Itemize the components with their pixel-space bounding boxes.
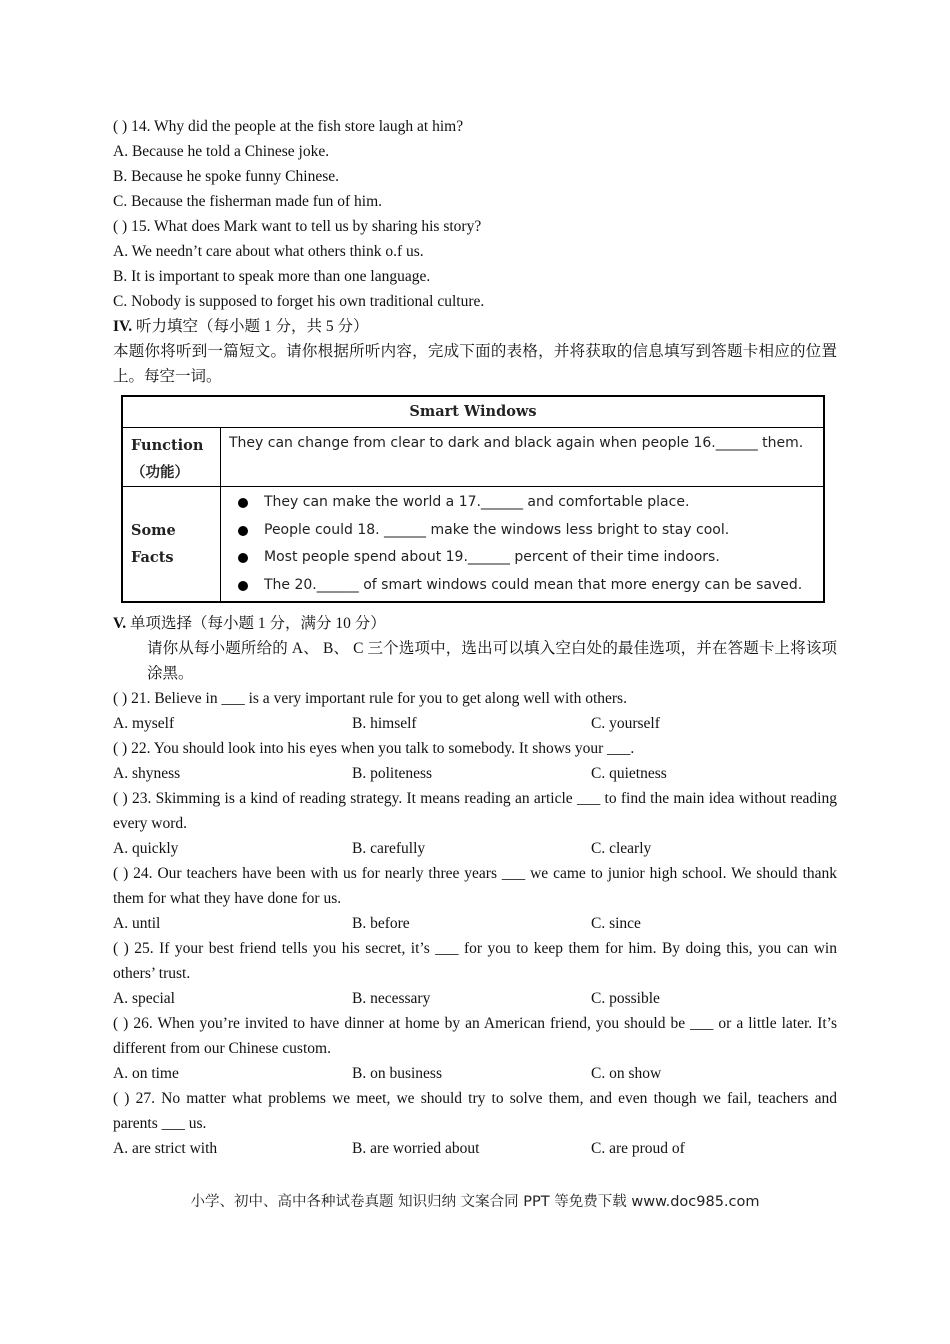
question-14-option-c: C. Because the fisherman made fun of him. (113, 193, 383, 210)
option-c: C. yourself (591, 715, 660, 732)
option-a: A. myself (113, 715, 175, 732)
smart-windows-table (121, 395, 825, 603)
bullet-icon (238, 553, 248, 563)
question-options (113, 911, 837, 936)
function-label-en: Function (131, 437, 204, 454)
question-14-option-a: A. Because he told a Chinese joke. (113, 143, 330, 160)
page-footer: 小学、初中、高中各种试卷真题 知识归纳 文案合同 PPT 等免费下载 www.doc985.com (190, 1194, 760, 1210)
facts-row (123, 487, 823, 601)
question-options (113, 761, 837, 786)
question-stem: ( ) 25. If your best friend tells you his secret, it’s ___ for you to keep them for him. By doing this, you can win others’ trust. (113, 940, 837, 982)
function-row (123, 428, 823, 487)
facts-list (229, 489, 815, 599)
bullet-icon (238, 526, 248, 536)
question-options (113, 1136, 837, 1161)
question-stem: ( ) 21. Believe in ___ is a very important rule for you to get along well with others. (113, 690, 627, 707)
section-4-instruction: 本题你将听到一篇短文。请你根据所听内容，完成下面的表格，并将获取的信息填写到答题卡相应的位置上。每空一词。 (113, 343, 837, 385)
question-24 (113, 861, 837, 936)
facts-label-line-2: Facts (131, 549, 174, 566)
question-options (113, 836, 837, 861)
option-a: A. special (113, 990, 175, 1007)
option-b: B. are worried about (352, 1140, 480, 1157)
option-c: C. are proud of (591, 1140, 685, 1157)
option-c: C. clearly (591, 840, 652, 857)
option-a: A. until (113, 915, 161, 932)
question-stem: ( ) 23. Skimming is a kind of reading strategy. It means reading an article ___ to find the main idea without reading every word. (113, 790, 837, 832)
question-stem: ( ) 22. You should look into his eyes when you talk to somebody. It shows your ___. (113, 740, 635, 757)
question-22 (113, 736, 837, 786)
option-c: C. since (591, 915, 641, 932)
bullet-icon (238, 581, 248, 591)
fact-item (229, 517, 815, 545)
bullet-icon (238, 498, 248, 508)
facts-label (123, 487, 221, 601)
option-c: C. on show (591, 1065, 662, 1082)
facts-cell (221, 487, 823, 601)
exam-page (113, 114, 837, 1161)
option-c: C. quietness (591, 765, 667, 782)
function-label (123, 428, 221, 486)
fact-text: They can make the world a 17.______ and comfortable place. (264, 494, 690, 510)
option-b: B. on business (352, 1065, 442, 1082)
question-26 (113, 1011, 837, 1086)
question-15-option-a: A. We needn’t care about what others think o.f us. (113, 243, 424, 260)
question-23 (113, 786, 837, 861)
option-c: C. possible (591, 990, 660, 1007)
fact-text: The 20.______ of smart windows could mean that more energy can be saved. (264, 576, 803, 593)
question-stem: ( ) 24. Our teachers have been with us for nearly three years ___ we came to junior high school. We should thank them for what they have done for us. (113, 865, 837, 907)
question-stem: ( ) 26. When you’re invited to have dinner at home by an American friend, you should be ___ or a little later. It’s different from our Chinese custom. (113, 1015, 837, 1057)
function-label-zh: （功能） (131, 464, 189, 481)
question-14-option-b: B. Because he spoke funny Chinese. (113, 168, 339, 185)
fact-text: People could 18. ______ make the windows less bright to stay cool. (264, 521, 730, 538)
question-14-stem: ( ) 14. Why did the people at the fish store laugh at him? (113, 118, 464, 135)
question-27 (113, 1086, 837, 1161)
option-b: B. politeness (352, 765, 433, 782)
option-b: B. carefully (352, 840, 426, 857)
question-stem: ( ) 27. No matter what problems we meet, we should try to solve them, and even though we fail, teachers and parents ___ us. (113, 1090, 837, 1132)
section-4-title: 听力填空（每小题 1 分，共 5 分） (132, 318, 369, 335)
question-options (113, 1061, 837, 1086)
function-text: They can change from clear to dark and black again when people 16.______ them. (229, 435, 804, 451)
option-a: A. are strict with (113, 1140, 218, 1157)
question-15-option-c: C. Nobody is supposed to forget his own traditional culture. (113, 293, 485, 310)
section-4-heading (113, 314, 837, 339)
fact-item (229, 489, 815, 517)
fact-item (229, 572, 815, 600)
table-title: Smart Windows (123, 397, 823, 428)
fact-text: Most people spend about 19.______ percent of their time indoors. (264, 549, 720, 565)
question-25 (113, 936, 837, 1011)
option-b: B. before (352, 915, 410, 932)
option-a: A. on time (113, 1065, 179, 1082)
question-15-stem: ( ) 15. What does Mark want to tell us by sharing his story? (113, 218, 482, 235)
question-21 (113, 686, 837, 736)
section-5-heading (113, 611, 837, 636)
option-a: A. shyness (113, 765, 181, 782)
facts-label-line-1: Some (131, 522, 176, 539)
section-5-number: V. (113, 615, 127, 632)
fact-item (229, 544, 815, 572)
question-15-option-b: B. It is important to speak more than one language. (113, 268, 431, 285)
question-options (113, 986, 837, 1011)
question-options (113, 711, 837, 736)
section-5-instruction: 请你从每小题所给的 A、 B、 C 三个选项中，选出可以填入空白处的最佳选项，并在答题卡上将该项涂黑。 (147, 640, 837, 682)
option-b: B. necessary (352, 990, 431, 1007)
option-b: B. himself (352, 715, 417, 732)
section-5-title: 单项选择（每小题 1 分，满分 10 分） (126, 615, 386, 632)
option-a: A. quickly (113, 840, 179, 857)
section-4-number: IV. (113, 318, 133, 335)
